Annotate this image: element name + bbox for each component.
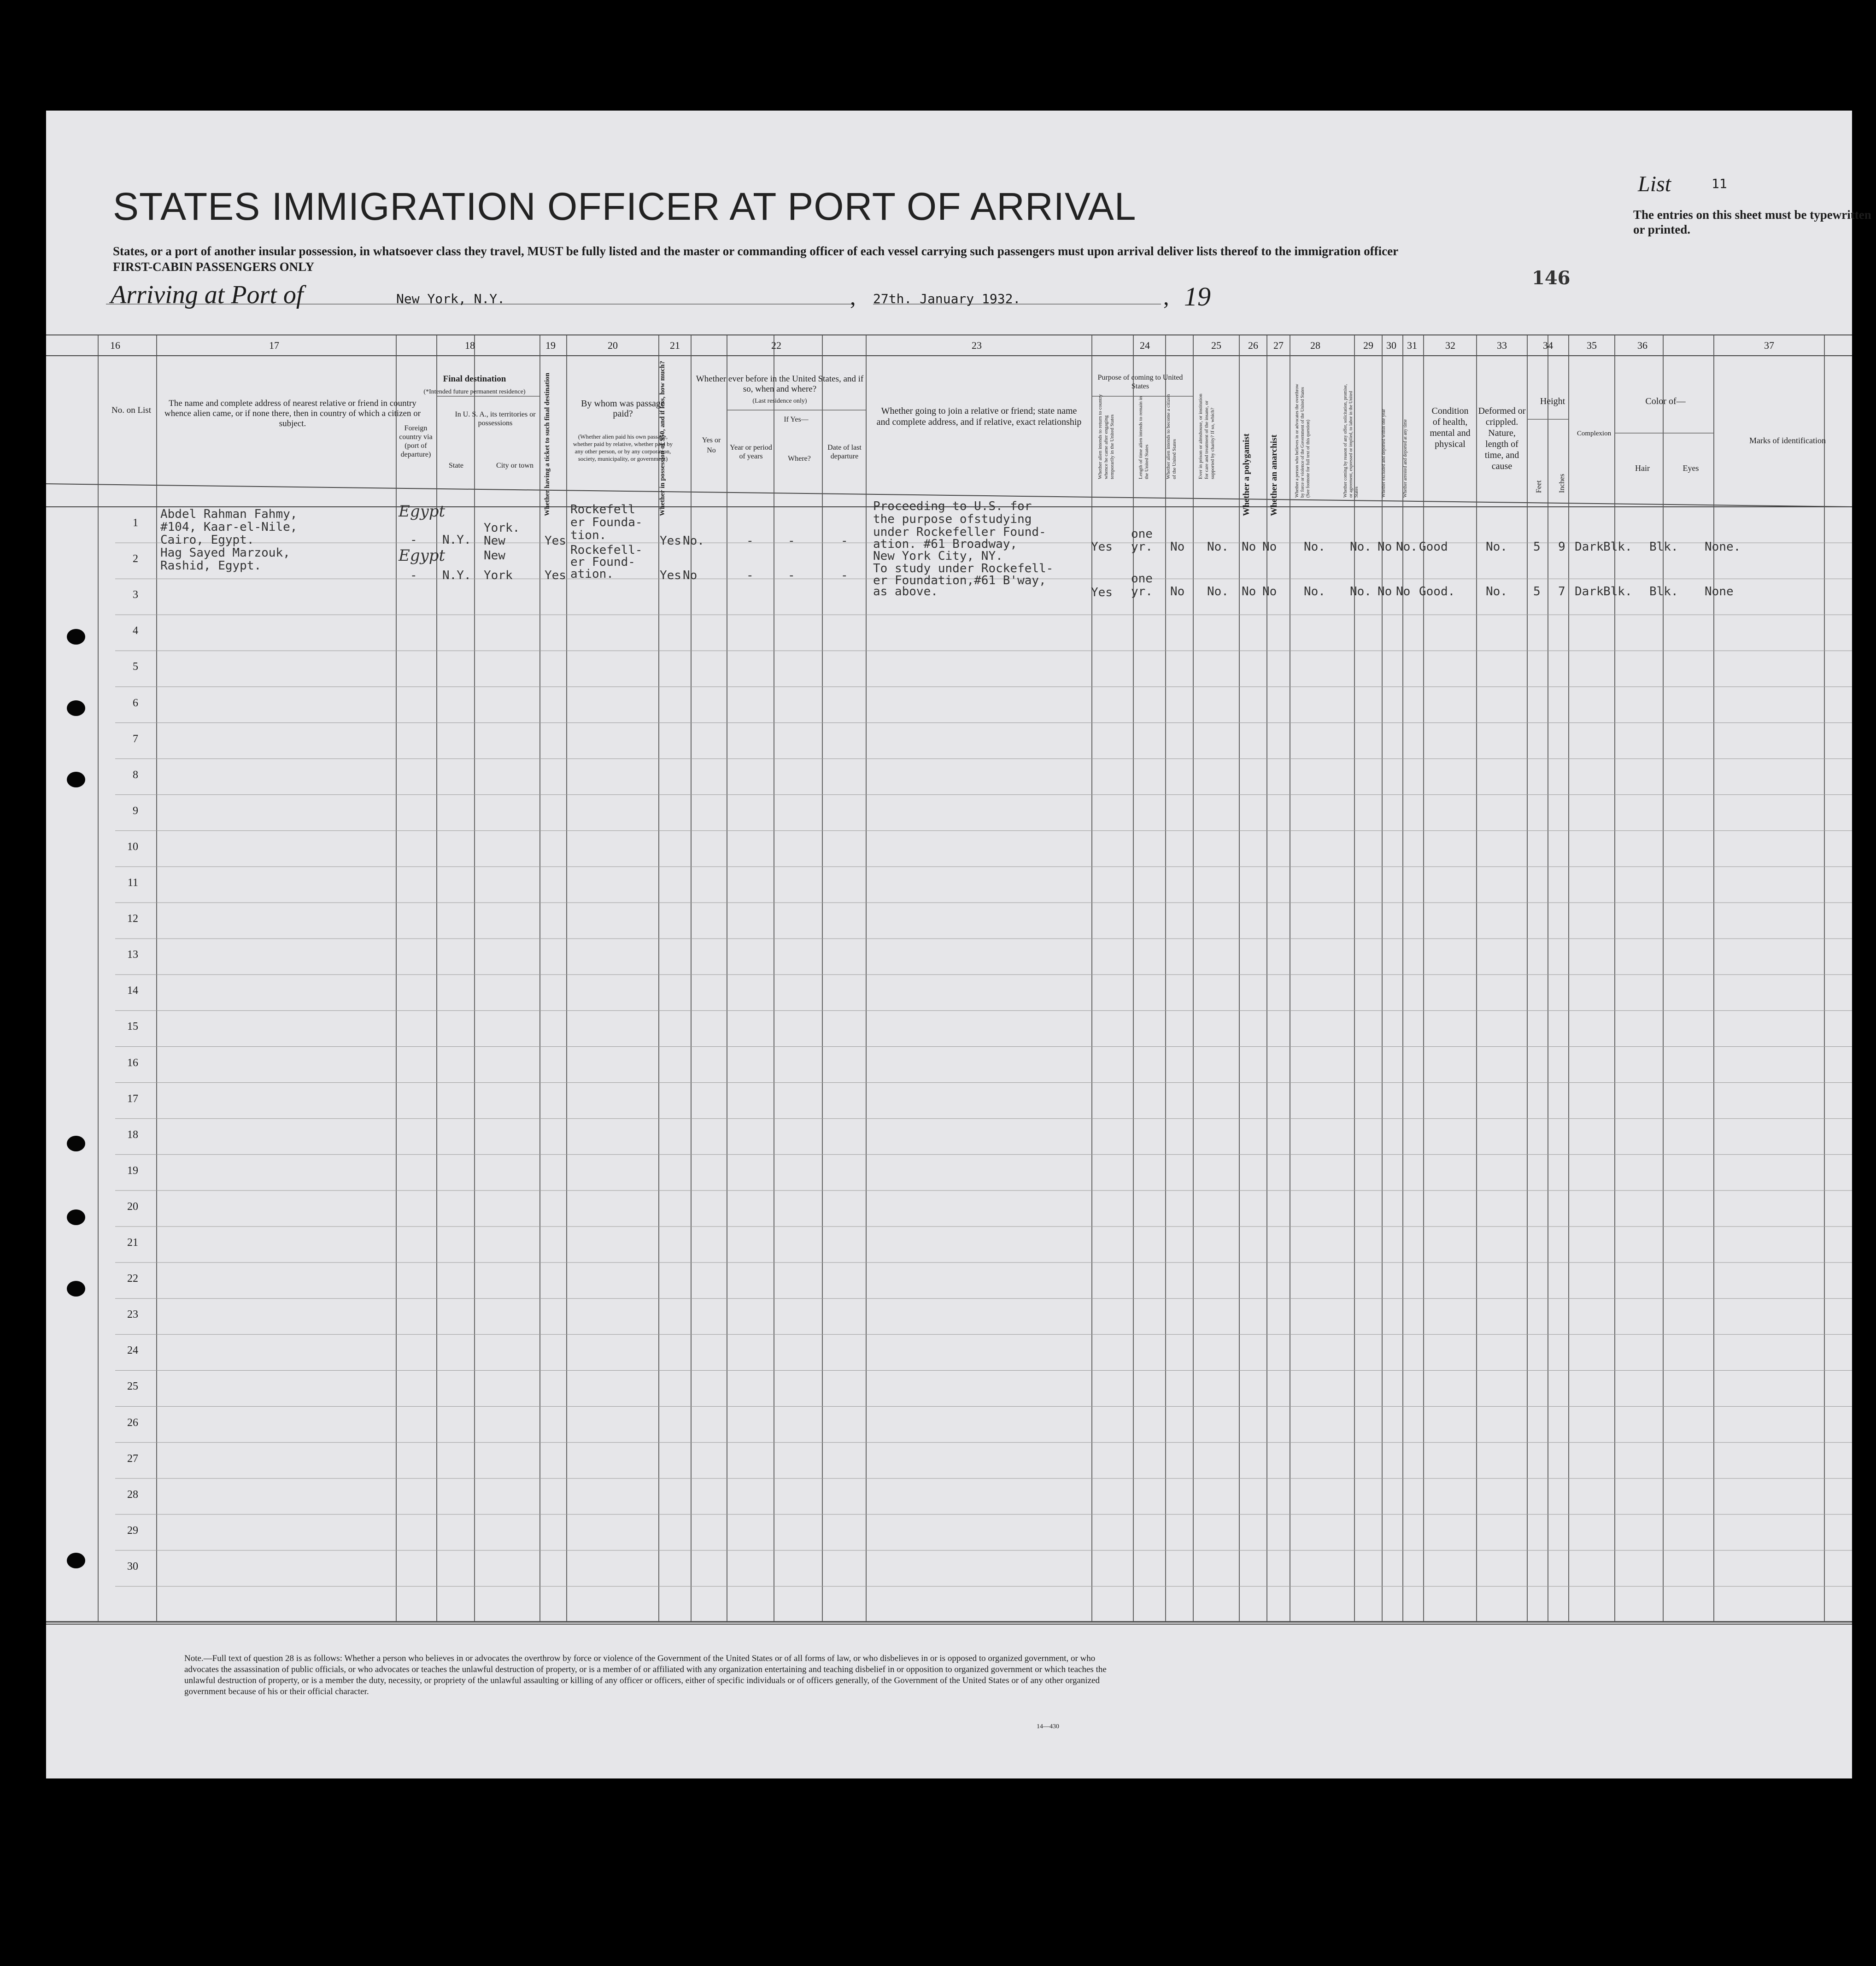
column-number: 18 bbox=[465, 340, 475, 351]
column-number: 33 bbox=[1497, 340, 1507, 351]
row1-prison: No. bbox=[1207, 540, 1229, 554]
col20-header: By whom was passage paid? bbox=[581, 399, 665, 419]
row-number: 24 bbox=[127, 1344, 138, 1357]
row2-relative-line1: Hag Sayed Marzouk, bbox=[160, 546, 290, 560]
col22-where: Where? bbox=[788, 455, 811, 463]
column-number: 24 bbox=[1140, 340, 1150, 351]
list-label: List bbox=[1638, 172, 1671, 196]
punch-hole bbox=[67, 1553, 85, 1568]
row-number: 7 bbox=[133, 733, 138, 745]
row-number: 6 bbox=[133, 697, 138, 709]
row2-paid-line3: ation. bbox=[570, 567, 614, 581]
row-number: 18 bbox=[127, 1128, 138, 1141]
col17-header: The name and complete address of nearest relative or friend in country whence alien came, or if none there, then in country of which a citizen or subject. bbox=[164, 399, 421, 428]
year-prefix: 19 bbox=[1184, 282, 1211, 311]
row1-where: - bbox=[788, 534, 795, 548]
col22-sub: (Last residence only) bbox=[752, 398, 807, 405]
row-number: 20 bbox=[127, 1200, 138, 1213]
form-number: 14—430 bbox=[1037, 1723, 1059, 1730]
punch-hole bbox=[67, 700, 85, 716]
col25-header: Ever in prison or almshouse, or institution for care and treatment of the insane, or supported by charity? If so, which? bbox=[1198, 393, 1215, 479]
row-number: 30 bbox=[127, 1560, 138, 1573]
row2-excluded: No bbox=[1378, 585, 1392, 599]
col21-header: Whether in possession of $50, and if less, how much? bbox=[659, 361, 666, 516]
date-field: 27th. January 1932. bbox=[873, 291, 1021, 306]
cabin-class: FIRST-CABIN PASSENGERS ONLY bbox=[113, 260, 315, 274]
row-number: 13 bbox=[127, 949, 138, 961]
row1-overthrow: No. bbox=[1304, 540, 1325, 554]
row-number: 17 bbox=[127, 1092, 138, 1105]
punch-hole bbox=[67, 772, 85, 787]
row1-joining-line2: the purpose ofstudying bbox=[873, 512, 1032, 526]
col23-header: Whether going to join a relative or friend; state name and complete address, and if relative, exact relationship bbox=[876, 406, 1082, 427]
row-number: 3 bbox=[133, 589, 138, 601]
row1-arrested: No. bbox=[1396, 540, 1418, 554]
column-number: 17 bbox=[269, 340, 279, 351]
punch-hole bbox=[67, 629, 85, 645]
col18-usa: In U. S. A., its territories or possessions bbox=[455, 411, 536, 427]
row2-return: Yes bbox=[1091, 586, 1113, 599]
column-number: 30 bbox=[1386, 340, 1396, 351]
row1-return: Yes bbox=[1091, 540, 1113, 554]
column-number: 34 bbox=[1543, 340, 1553, 351]
row2-fifty: Yes bbox=[660, 569, 681, 582]
row1-deformed: No. bbox=[1486, 540, 1507, 554]
row1-paid-line2: er Founda- bbox=[570, 516, 643, 529]
col31-header: Whether arrested and deported at any time bbox=[1403, 419, 1408, 498]
port-field: New York, N.Y. bbox=[396, 291, 505, 306]
row2-city-line2: York bbox=[484, 569, 513, 582]
row1-city-line2: New bbox=[484, 534, 505, 548]
column-number: 21 bbox=[670, 340, 680, 351]
column-number: 28 bbox=[1310, 340, 1320, 351]
row2-polygamist: No bbox=[1242, 585, 1256, 599]
row2-paid-line2: er Found- bbox=[570, 555, 635, 569]
col27-header: Whether an anarchist bbox=[1269, 434, 1279, 516]
row2-where: - bbox=[788, 569, 795, 582]
col18-foreign: Foreign country via (port of departure) bbox=[399, 424, 433, 458]
col22-if-yes: If Yes— bbox=[784, 416, 809, 423]
row-number: 9 bbox=[133, 804, 138, 817]
row2-joining-line1: To study under Rockefell- bbox=[873, 562, 1054, 575]
row1-relative-line2: #104, Kaar-el-Nile, bbox=[160, 520, 298, 534]
column-number: 20 bbox=[608, 340, 618, 351]
row2-city-line1: New bbox=[484, 549, 505, 563]
row2-foreign: - bbox=[410, 569, 417, 582]
row2-complexion: Dark bbox=[1575, 585, 1604, 599]
row1-departure: - bbox=[841, 534, 848, 548]
column-number: 16 bbox=[110, 340, 120, 351]
col16-header: No. on List bbox=[111, 405, 152, 415]
col20-sub: (Whether alien paid his own passage, whether paid by relative, whether paid by any other person, or by any corporation, society, municipality, or government) bbox=[573, 433, 673, 462]
row1-joining-line4: ation. #61 Broadway, bbox=[873, 537, 1018, 551]
ruled-grid bbox=[46, 111, 1852, 1778]
row-number: 25 bbox=[127, 1380, 138, 1393]
row2-citizen: No bbox=[1170, 585, 1185, 599]
list-number: 11 bbox=[1712, 176, 1727, 191]
col19-header: Whether having a ticket to such final destination bbox=[544, 373, 551, 516]
row2-deformed: No. bbox=[1486, 585, 1507, 599]
col18-state: State bbox=[449, 462, 463, 469]
row-number: 11 bbox=[127, 877, 138, 889]
row2-feet: 5 bbox=[1533, 585, 1541, 599]
row-number: 10 bbox=[127, 840, 138, 853]
row1-length-line1: one bbox=[1131, 527, 1153, 541]
row-number: 15 bbox=[127, 1021, 138, 1033]
col24-c: Whether alien intends to become a citizen of the United States bbox=[1166, 394, 1177, 479]
row1-health: Good bbox=[1419, 540, 1448, 554]
column-number: 29 bbox=[1363, 340, 1373, 351]
row1-city-line1: York. bbox=[484, 521, 520, 535]
row2-anarchist: No bbox=[1262, 585, 1277, 599]
col34-header: Height bbox=[1540, 396, 1565, 406]
row1-paid-line3: tion. bbox=[570, 528, 607, 542]
column-number: 25 bbox=[1211, 340, 1221, 351]
footnote: Note.—Full text of question 28 is as follows: Whether a person who believes in or advocates the overthrow by force or violence of the Government of the United States or of all forms of law, or who disbelieves in or is opposed to organized government, or who advocates the assassination of public officials, or who advocates or teaches the unlawful destruction of property, or is a member of or affiliated with any organization entertaining and teaching disbelief in or opposition to organized government or which teaches the unlawful destruction of property, or is a member the duty, necessity, or propriety of the unlawful assaulting or killing of any officer or officers, either of specific individuals or of officers generally, of the Government of the United States or of any other organized government because of his or their official character. bbox=[184, 1654, 1107, 1696]
row2-length-line1: one bbox=[1131, 572, 1153, 586]
comma-1: , bbox=[850, 284, 856, 310]
row2-inches: 7 bbox=[1558, 585, 1565, 599]
row2-relative-line2: Rashid, Egypt. bbox=[160, 559, 262, 573]
col36-eyes: Eyes bbox=[1683, 464, 1699, 473]
column-number: 23 bbox=[972, 340, 982, 351]
typewritten-notice: The entries on this sheet must be typewritten or printed. bbox=[1633, 208, 1871, 236]
row1-length-line2: yr. bbox=[1131, 540, 1153, 554]
row1-feet: 5 bbox=[1533, 540, 1541, 554]
row2-joining-line3: as above. bbox=[873, 585, 938, 599]
column-number: 19 bbox=[545, 340, 556, 351]
intro-text: States, or a port of another insular possession, in whatsoever class they travel, MUST be fully listed and the master or commanding officer of each vessel carrying such passengers must upon arrival deliver lists thereof to the immigration officer bbox=[113, 244, 1399, 258]
row2-before: No bbox=[683, 569, 698, 582]
row2-years: - bbox=[746, 569, 754, 582]
page-number: 146 bbox=[1532, 267, 1571, 289]
row1-joining-line5: New York City, NY. bbox=[873, 549, 1003, 563]
row1-state: N.Y. bbox=[442, 533, 471, 547]
row2-joining-line2: er Foundation,#61 B'way, bbox=[873, 574, 1046, 587]
col22-yes-or-no: Yes or No bbox=[702, 436, 721, 454]
page-title: STATES IMMIGRATION OFFICER AT PORT OF ARRIVAL bbox=[113, 185, 1137, 228]
row-number: 19 bbox=[127, 1164, 138, 1177]
col18-sub: (*Intended future permanent residence) bbox=[423, 388, 526, 395]
col18-city: City or town bbox=[496, 462, 533, 469]
col34-inches: Inches bbox=[1558, 474, 1566, 493]
row1-relative-line1: Abdel Rahman Fahmy, bbox=[160, 507, 298, 521]
row-number: 22 bbox=[127, 1273, 138, 1285]
row-number: 16 bbox=[127, 1056, 138, 1069]
row2-labor: No. bbox=[1350, 585, 1372, 599]
row1-foreign-handwritten: Egypt bbox=[399, 502, 446, 521]
row2-overthrow: No. bbox=[1304, 585, 1325, 599]
punch-hole bbox=[67, 1136, 85, 1151]
col36-hair: Hair bbox=[1635, 464, 1650, 473]
row-number: 14 bbox=[127, 985, 138, 997]
row1-citizen: No bbox=[1170, 540, 1185, 554]
column-number: 22 bbox=[771, 340, 781, 351]
row2-prison: No. bbox=[1207, 585, 1229, 599]
punch-hole bbox=[67, 1281, 85, 1297]
col33-header: Deformed or crippled. Nature, length of time, and cause bbox=[1478, 406, 1526, 471]
row1-relative-line3: Cairo, Egypt. bbox=[160, 533, 254, 547]
row2-marks: None bbox=[1705, 585, 1734, 599]
row1-ticket: Yes bbox=[545, 534, 566, 548]
row1-fifty: Yes bbox=[660, 534, 681, 548]
column-number: 27 bbox=[1273, 340, 1284, 351]
col26-header: Whether a polygamist bbox=[1242, 433, 1251, 516]
row2-eyes: Blk. bbox=[1649, 585, 1678, 599]
row1-hair: Blk. bbox=[1603, 540, 1632, 554]
row1-marks: None. bbox=[1705, 540, 1741, 554]
row1-joining-line3: under Rockefeller Found- bbox=[873, 525, 1046, 539]
row2-paid-line1: Rockefell- bbox=[570, 543, 643, 557]
row1-joining-line1: Proceeding to U.S. for bbox=[873, 499, 1032, 513]
row1-foreign: - bbox=[410, 533, 417, 547]
row1-eyes: Blk. bbox=[1649, 540, 1678, 554]
row2-health: Good. bbox=[1419, 585, 1455, 599]
row-number: 1 bbox=[133, 517, 138, 529]
row1-labor: No. bbox=[1350, 540, 1372, 554]
row-number: 5 bbox=[133, 661, 138, 673]
col36-header: Color of— bbox=[1645, 396, 1686, 406]
col30-header: Whether excluded and deported within one year bbox=[1381, 409, 1386, 498]
row-number: 12 bbox=[127, 913, 138, 925]
col22-date: Date of last departure bbox=[827, 444, 862, 460]
row-number: 26 bbox=[127, 1416, 138, 1429]
col37-header: Marks of identification bbox=[1749, 436, 1826, 445]
column-number: 35 bbox=[1587, 340, 1597, 351]
row2-hair: Blk. bbox=[1603, 585, 1632, 599]
arriving-label: Arriving at Port of bbox=[111, 281, 304, 309]
row2-state: N.Y. bbox=[442, 569, 471, 582]
row-number: 27 bbox=[127, 1452, 138, 1465]
col28-header: Whether a person who believes in or advocates the overthrow by force or violence of the Government of the United States (See footnote for full text of this question) bbox=[1295, 384, 1311, 498]
row1-complexion: Dark bbox=[1575, 540, 1604, 554]
row1-inches: 9 bbox=[1558, 540, 1565, 554]
row2-arrested: No bbox=[1396, 585, 1411, 599]
row1-anarchist: No bbox=[1262, 540, 1277, 554]
col32-header: Condition of health, mental and physical bbox=[1430, 406, 1471, 449]
row2-departure: - bbox=[841, 569, 848, 582]
row-number: 28 bbox=[127, 1488, 138, 1501]
col24-a: Whether alien intends to return to country whence he came after engaging temporarily in the United States bbox=[1097, 394, 1115, 479]
column-number: 36 bbox=[1637, 340, 1647, 351]
row1-excluded: No bbox=[1378, 540, 1392, 554]
column-number: 31 bbox=[1407, 340, 1417, 351]
row-number: 23 bbox=[127, 1309, 138, 1321]
col18-header: Final destination bbox=[443, 374, 506, 384]
row1-paid-line1: Rockefell bbox=[570, 503, 635, 516]
col22-years: Year or period of years bbox=[730, 444, 772, 460]
row2-ticket: Yes bbox=[545, 569, 566, 582]
col35-header: Complexion bbox=[1577, 430, 1612, 437]
row-number: 2 bbox=[133, 553, 138, 565]
column-number: 32 bbox=[1445, 340, 1455, 351]
col24-b: Length of time alien intends to remain in the United States bbox=[1138, 396, 1149, 479]
comma-2: , bbox=[1163, 284, 1169, 310]
col29-header: Whether coming by reason of any offer, solicitation, promise, or agreement, expressed or implied, to labor in the United States bbox=[1343, 384, 1359, 498]
row2-length-line2: yr. bbox=[1131, 585, 1153, 599]
row2-foreign-handwritten: Egypt bbox=[399, 546, 446, 565]
punch-hole bbox=[67, 1209, 85, 1225]
column-number: 26 bbox=[1248, 340, 1258, 351]
col24-header: Purpose of coming to United States bbox=[1097, 374, 1183, 390]
row1-polygamist: No bbox=[1242, 540, 1256, 554]
col34-feet: Feet bbox=[1535, 480, 1543, 493]
row1-before: No. bbox=[683, 534, 704, 548]
row1-years: - bbox=[746, 534, 754, 548]
row-number: 8 bbox=[133, 769, 138, 781]
row-number: 29 bbox=[127, 1524, 138, 1537]
col22-header: Whether ever before in the United States, and if so, when and where? bbox=[696, 374, 864, 394]
column-number: 37 bbox=[1764, 340, 1774, 351]
row-number: 21 bbox=[127, 1237, 138, 1249]
manifest-sheet bbox=[46, 111, 1871, 1778]
row-number: 4 bbox=[133, 625, 138, 637]
